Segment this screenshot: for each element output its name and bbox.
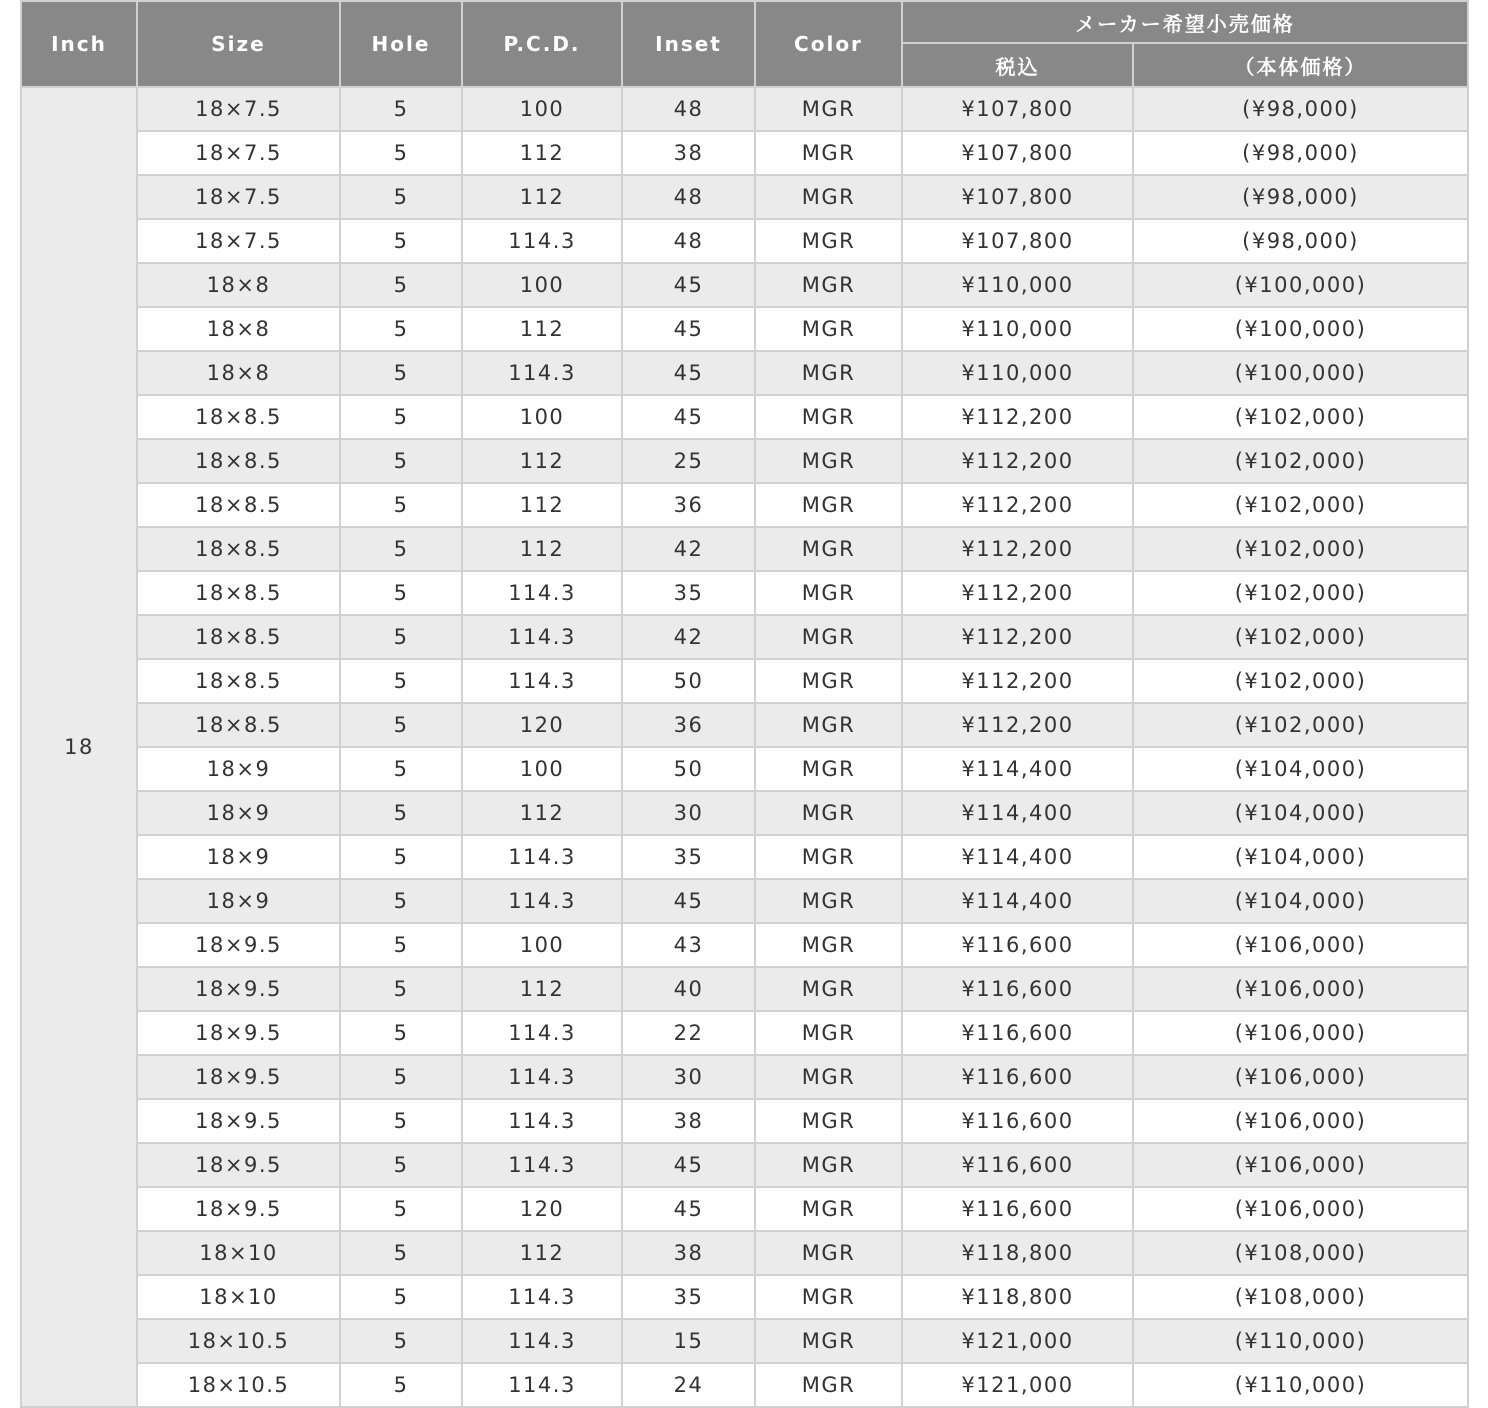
cell-pcd: 114.3 — [462, 1143, 622, 1187]
cell-base-price: (¥110,000) — [1133, 1363, 1468, 1407]
table-row — [21, 219, 1468, 263]
cell-size: 18×7.5 — [137, 219, 340, 263]
cell-color: MGR — [755, 967, 902, 1011]
cell-color: MGR — [755, 615, 902, 659]
cell-base-price: (¥104,000) — [1133, 835, 1468, 879]
cell-hole: 5 — [340, 791, 462, 835]
cell-hole: 5 — [340, 835, 462, 879]
cell-inset: 35 — [622, 571, 755, 615]
cell-size: 18×9.5 — [137, 1187, 340, 1231]
cell-inset: 43 — [622, 923, 755, 967]
table-row — [21, 1275, 1468, 1319]
cell-hole: 5 — [340, 1099, 462, 1143]
cell-hole: 5 — [340, 1275, 462, 1319]
cell-inset: 38 — [622, 1099, 755, 1143]
cell-inch: 18 — [21, 87, 137, 1407]
cell-base-price: (¥102,000) — [1133, 439, 1468, 483]
cell-tax-incl: ¥116,600 — [902, 1187, 1133, 1231]
cell-size: 18×8.5 — [137, 395, 340, 439]
header-base-price: （本体価格） — [1133, 43, 1468, 87]
cell-base-price: (¥108,000) — [1133, 1231, 1468, 1275]
cell-tax-incl: ¥110,000 — [902, 351, 1133, 395]
cell-size: 18×9.5 — [137, 1143, 340, 1187]
cell-pcd: 100 — [462, 263, 622, 307]
cell-pcd: 114.3 — [462, 1055, 622, 1099]
header-tax-incl: 税込 — [902, 43, 1133, 87]
cell-tax-incl: ¥112,200 — [902, 439, 1133, 483]
table-row — [21, 87, 1468, 131]
cell-color: MGR — [755, 263, 902, 307]
cell-tax-incl: ¥114,400 — [902, 879, 1133, 923]
cell-pcd: 114.3 — [462, 351, 622, 395]
cell-hole: 5 — [340, 747, 462, 791]
cell-pcd: 100 — [462, 747, 622, 791]
cell-base-price: (¥98,000) — [1133, 131, 1468, 175]
table-row — [21, 747, 1468, 791]
cell-pcd: 100 — [462, 395, 622, 439]
cell-base-price: (¥100,000) — [1133, 263, 1468, 307]
cell-inset: 30 — [622, 1055, 755, 1099]
cell-inset: 38 — [622, 131, 755, 175]
cell-base-price: (¥110,000) — [1133, 1319, 1468, 1363]
cell-hole: 5 — [340, 87, 462, 131]
cell-size: 18×9 — [137, 791, 340, 835]
table-row — [21, 439, 1468, 483]
table-body — [21, 87, 1468, 1407]
table-row — [21, 571, 1468, 615]
cell-hole: 5 — [340, 395, 462, 439]
cell-base-price: (¥106,000) — [1133, 923, 1468, 967]
cell-base-price: (¥102,000) — [1133, 615, 1468, 659]
cell-color: MGR — [755, 791, 902, 835]
cell-base-price: (¥102,000) — [1133, 483, 1468, 527]
table-row — [21, 835, 1468, 879]
header-inch: Inch — [21, 1, 137, 87]
cell-inset: 35 — [622, 835, 755, 879]
cell-size: 18×9.5 — [137, 1011, 340, 1055]
table-row — [21, 659, 1468, 703]
cell-pcd: 112 — [462, 1231, 622, 1275]
cell-size: 18×9 — [137, 747, 340, 791]
cell-hole: 5 — [340, 967, 462, 1011]
cell-inset: 38 — [622, 1231, 755, 1275]
cell-hole: 5 — [340, 703, 462, 747]
cell-pcd: 114.3 — [462, 879, 622, 923]
wheel-spec-table — [20, 0, 1469, 1408]
cell-size: 18×9 — [137, 835, 340, 879]
cell-inset: 40 — [622, 967, 755, 1011]
cell-hole: 5 — [340, 615, 462, 659]
cell-tax-incl: ¥121,000 — [902, 1319, 1133, 1363]
cell-tax-incl: ¥116,600 — [902, 1055, 1133, 1099]
cell-pcd: 114.3 — [462, 835, 622, 879]
cell-base-price: (¥106,000) — [1133, 967, 1468, 1011]
cell-tax-incl: ¥116,600 — [902, 1099, 1133, 1143]
cell-hole: 5 — [340, 1319, 462, 1363]
cell-pcd: 112 — [462, 527, 622, 571]
cell-hole: 5 — [340, 263, 462, 307]
cell-inset: 42 — [622, 527, 755, 571]
cell-pcd: 100 — [462, 87, 622, 131]
cell-pcd: 114.3 — [462, 1099, 622, 1143]
cell-hole: 5 — [340, 307, 462, 351]
cell-inset: 50 — [622, 747, 755, 791]
cell-base-price: (¥98,000) — [1133, 219, 1468, 263]
cell-hole: 5 — [340, 879, 462, 923]
cell-color: MGR — [755, 1363, 902, 1407]
cell-size: 18×8.5 — [137, 659, 340, 703]
cell-inset: 15 — [622, 1319, 755, 1363]
cell-inset: 22 — [622, 1011, 755, 1055]
cell-tax-incl: ¥110,000 — [902, 263, 1133, 307]
cell-base-price: (¥108,000) — [1133, 1275, 1468, 1319]
cell-base-price: (¥100,000) — [1133, 351, 1468, 395]
cell-inset: 25 — [622, 439, 755, 483]
table-row — [21, 307, 1468, 351]
cell-tax-incl: ¥112,200 — [902, 527, 1133, 571]
table-row — [21, 351, 1468, 395]
cell-size: 18×8.5 — [137, 571, 340, 615]
cell-base-price: (¥104,000) — [1133, 791, 1468, 835]
cell-color: MGR — [755, 439, 902, 483]
cell-pcd: 120 — [462, 1187, 622, 1231]
cell-size: 18×10 — [137, 1231, 340, 1275]
cell-size: 18×9.5 — [137, 923, 340, 967]
cell-pcd: 112 — [462, 175, 622, 219]
cell-color: MGR — [755, 1275, 902, 1319]
cell-base-price: (¥106,000) — [1133, 1055, 1468, 1099]
cell-inset: 36 — [622, 703, 755, 747]
cell-color: MGR — [755, 1099, 902, 1143]
cell-pcd: 114.3 — [462, 1275, 622, 1319]
cell-size: 18×9.5 — [137, 1055, 340, 1099]
cell-color: MGR — [755, 175, 902, 219]
cell-inset: 48 — [622, 219, 755, 263]
cell-tax-incl: ¥112,200 — [902, 483, 1133, 527]
cell-pcd: 114.3 — [462, 1011, 622, 1055]
header-inset: Inset — [622, 1, 755, 87]
cell-color: MGR — [755, 923, 902, 967]
cell-pcd: 114.3 — [462, 571, 622, 615]
cell-size: 18×8 — [137, 307, 340, 351]
cell-hole: 5 — [340, 923, 462, 967]
cell-tax-incl: ¥114,400 — [902, 835, 1133, 879]
cell-hole: 5 — [340, 175, 462, 219]
cell-base-price: (¥106,000) — [1133, 1143, 1468, 1187]
cell-color: MGR — [755, 483, 902, 527]
cell-inset: 42 — [622, 615, 755, 659]
cell-tax-incl: ¥114,400 — [902, 747, 1133, 791]
cell-color: MGR — [755, 835, 902, 879]
cell-pcd: 114.3 — [462, 615, 622, 659]
cell-pcd: 100 — [462, 923, 622, 967]
cell-base-price: (¥106,000) — [1133, 1011, 1468, 1055]
cell-base-price: (¥104,000) — [1133, 879, 1468, 923]
cell-inset: 48 — [622, 175, 755, 219]
cell-hole: 5 — [340, 351, 462, 395]
cell-size: 18×8.5 — [137, 527, 340, 571]
cell-inset: 45 — [622, 351, 755, 395]
cell-base-price: (¥104,000) — [1133, 747, 1468, 791]
cell-size: 18×7.5 — [137, 175, 340, 219]
table-row — [21, 527, 1468, 571]
cell-base-price: (¥102,000) — [1133, 571, 1468, 615]
cell-hole: 5 — [340, 1363, 462, 1407]
cell-inset: 45 — [622, 263, 755, 307]
table-row — [21, 131, 1468, 175]
cell-size: 18×9.5 — [137, 1099, 340, 1143]
table-row — [21, 615, 1468, 659]
header-size: Size — [137, 1, 340, 87]
cell-inset: 24 — [622, 1363, 755, 1407]
cell-size: 18×8.5 — [137, 483, 340, 527]
cell-inset: 45 — [622, 307, 755, 351]
cell-pcd: 112 — [462, 307, 622, 351]
table-row — [21, 1187, 1468, 1231]
cell-pcd: 120 — [462, 703, 622, 747]
cell-pcd: 112 — [462, 483, 622, 527]
cell-pcd: 112 — [462, 967, 622, 1011]
cell-base-price: (¥106,000) — [1133, 1187, 1468, 1231]
table-row — [21, 1011, 1468, 1055]
cell-size: 18×7.5 — [137, 87, 340, 131]
cell-inset: 50 — [622, 659, 755, 703]
cell-color: MGR — [755, 747, 902, 791]
table-row — [21, 395, 1468, 439]
table-row — [21, 923, 1468, 967]
cell-hole: 5 — [340, 439, 462, 483]
cell-color: MGR — [755, 659, 902, 703]
table-row — [21, 1231, 1468, 1275]
table-row — [21, 1143, 1468, 1187]
header-price-group: メーカー希望小売価格 — [902, 1, 1468, 43]
cell-color: MGR — [755, 395, 902, 439]
cell-color: MGR — [755, 703, 902, 747]
table-row — [21, 791, 1468, 835]
cell-tax-incl: ¥116,600 — [902, 923, 1133, 967]
cell-tax-incl: ¥118,800 — [902, 1231, 1133, 1275]
table-row — [21, 967, 1468, 1011]
cell-color: MGR — [755, 1143, 902, 1187]
cell-pcd: 112 — [462, 791, 622, 835]
header-hole: Hole — [340, 1, 462, 87]
cell-tax-incl: ¥107,800 — [902, 131, 1133, 175]
table-row — [21, 175, 1468, 219]
cell-inset: 36 — [622, 483, 755, 527]
table-row — [21, 483, 1468, 527]
table-row — [21, 1319, 1468, 1363]
cell-size: 18×10.5 — [137, 1319, 340, 1363]
cell-base-price: (¥100,000) — [1133, 307, 1468, 351]
cell-tax-incl: ¥114,400 — [902, 791, 1133, 835]
cell-hole: 5 — [340, 219, 462, 263]
cell-hole: 5 — [340, 527, 462, 571]
cell-pcd: 112 — [462, 439, 622, 483]
table-row — [21, 263, 1468, 307]
cell-color: MGR — [755, 131, 902, 175]
table-row — [21, 1055, 1468, 1099]
cell-inset: 45 — [622, 1143, 755, 1187]
cell-inset: 45 — [622, 395, 755, 439]
cell-tax-incl: ¥116,600 — [902, 1011, 1133, 1055]
cell-hole: 5 — [340, 483, 462, 527]
cell-tax-incl: ¥118,800 — [902, 1275, 1133, 1319]
cell-color: MGR — [755, 219, 902, 263]
cell-inset: 45 — [622, 879, 755, 923]
table-row — [21, 1363, 1468, 1407]
cell-hole: 5 — [340, 1187, 462, 1231]
cell-color: MGR — [755, 879, 902, 923]
cell-hole: 5 — [340, 659, 462, 703]
cell-size: 18×10.5 — [137, 1363, 340, 1407]
cell-color: MGR — [755, 307, 902, 351]
cell-color: MGR — [755, 1319, 902, 1363]
cell-tax-incl: ¥112,200 — [902, 615, 1133, 659]
cell-size: 18×10 — [137, 1275, 340, 1319]
cell-size: 18×7.5 — [137, 131, 340, 175]
table-row — [21, 879, 1468, 923]
cell-size: 18×9 — [137, 879, 340, 923]
cell-tax-incl: ¥121,000 — [902, 1363, 1133, 1407]
cell-pcd: 114.3 — [462, 1363, 622, 1407]
cell-tax-incl: ¥112,200 — [902, 571, 1133, 615]
cell-hole: 5 — [340, 1011, 462, 1055]
cell-tax-incl: ¥107,800 — [902, 87, 1133, 131]
cell-size: 18×8.5 — [137, 439, 340, 483]
cell-color: MGR — [755, 1187, 902, 1231]
cell-color: MGR — [755, 1231, 902, 1275]
cell-base-price: (¥102,000) — [1133, 703, 1468, 747]
cell-inset: 48 — [622, 87, 755, 131]
cell-size: 18×8.5 — [137, 615, 340, 659]
cell-tax-incl: ¥110,000 — [902, 307, 1133, 351]
cell-tax-incl: ¥112,200 — [902, 395, 1133, 439]
cell-inset: 30 — [622, 791, 755, 835]
cell-base-price: (¥102,000) — [1133, 659, 1468, 703]
header-pcd: P.C.D. — [462, 1, 622, 87]
cell-tax-incl: ¥107,800 — [902, 219, 1133, 263]
cell-tax-incl: ¥116,600 — [902, 1143, 1133, 1187]
cell-base-price: (¥98,000) — [1133, 175, 1468, 219]
table-row — [21, 703, 1468, 747]
cell-color: MGR — [755, 527, 902, 571]
cell-pcd: 112 — [462, 131, 622, 175]
cell-tax-incl: ¥112,200 — [902, 703, 1133, 747]
cell-tax-incl: ¥107,800 — [902, 175, 1133, 219]
header-color: Color — [755, 1, 902, 87]
cell-base-price: (¥102,000) — [1133, 527, 1468, 571]
cell-color: MGR — [755, 571, 902, 615]
cell-hole: 5 — [340, 1143, 462, 1187]
cell-hole: 5 — [340, 571, 462, 615]
cell-pcd: 114.3 — [462, 659, 622, 703]
cell-color: MGR — [755, 87, 902, 131]
cell-base-price: (¥106,000) — [1133, 1099, 1468, 1143]
cell-tax-incl: ¥116,600 — [902, 967, 1133, 1011]
cell-hole: 5 — [340, 1055, 462, 1099]
cell-color: MGR — [755, 1011, 902, 1055]
cell-hole: 5 — [340, 131, 462, 175]
cell-hole: 5 — [340, 1231, 462, 1275]
cell-size: 18×8 — [137, 263, 340, 307]
cell-tax-incl: ¥112,200 — [902, 659, 1133, 703]
cell-base-price: (¥98,000) — [1133, 87, 1468, 131]
cell-size: 18×8.5 — [137, 703, 340, 747]
cell-inset: 45 — [622, 1187, 755, 1231]
cell-size: 18×8 — [137, 351, 340, 395]
cell-base-price: (¥102,000) — [1133, 395, 1468, 439]
cell-color: MGR — [755, 1055, 902, 1099]
cell-size: 18×9.5 — [137, 967, 340, 1011]
table-header — [21, 1, 1468, 87]
cell-pcd: 114.3 — [462, 1319, 622, 1363]
cell-pcd: 114.3 — [462, 219, 622, 263]
cell-color: MGR — [755, 351, 902, 395]
cell-inset: 35 — [622, 1275, 755, 1319]
table-row — [21, 1099, 1468, 1143]
